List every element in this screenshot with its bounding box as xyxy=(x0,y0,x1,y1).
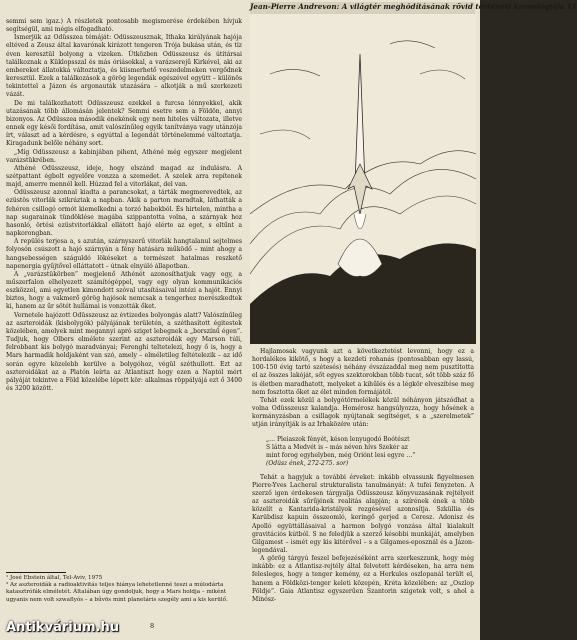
paragraph: Tehát ezek közül a bolygótörmelékek közül néhányon játszódhat a volna Odüsszeusz kalandja. Homérosz hangsúlyozza, hogy hősének a kormányzásban a csillagok nyújtanak segítséget, s a „szerelmetek” utján irányítják is az Irhaközére után: xyxy=(252,396,474,429)
footnote: ² Az aszteroidák a radioaktivitás teljes hiánya lehetetlenné teszi a múlodárta katasztrófák elméletét. Általában úgy gondoljuk, hogy a Mars holdja – miként ugyanis nem volt szwaflyós – a bűvös mint planetáris szegély ami a kis kerülő. xyxy=(6,582,228,603)
paragraph: Athéné Odüsszeusz, ideje, hogy elszánd magad az indulásra. A szétpattant égbolt egyelőre vonzza a szemedet. A szelek arra repítenek majd, amerre mennél kell. Húzzad fel a vitorlákat, del van. xyxy=(6,164,242,189)
verse-line: „… Pleiaszok fényét, késon lenyugodó Boótészt xyxy=(266,435,410,443)
watermark: Antikvárium.hu xyxy=(6,620,119,635)
paragraph: Vernetele hajózott Odüsszeusz az évtizedes bolyongás alatt? Valószínűleg az aszteroidák (kisbolygók) pályájának területén, a széthasított égitestek közelében, amelyek mint megannyi apró sziget lebegnek a „borszínű égen”. Tudjuk, hogy Olbers elmélete szerint az aszteroidák egy Marson túli, felrobbant kis bolygó maradványai; Ferenghi teltetelezi, hogy ő is, hogy a Mars harmadik holdjaként van szó, amely – elméletileg feltételezik – az idő során egyre közelebb kerülve a bolygóhoz, végül széthullott. Ezt az aszteroidákat az a Platón leírta az Atlantiszt hogy ezen a Naptól mért pályáját tekintve a Föld közelébe lépett kör: alkalmas röppályájá ezt ő 3400 és 3200 között. xyxy=(6,311,242,393)
paragraph: Odüsszeusz azonnal kiadta a parancsokat, a tárták megmerevedtek, az ezüstös vitorlák szikráztak a napban. Akik a parton maradtak, láthatták a fehéren csillogó ormót kiemelkedni a torzó habokból. És hirtelen, mintha a nap sugarainak tündöklése magába szippantotta volna, a szárnyak hoz hasonló, örtési ezüstvitorlákkal ellátott hajó elérte az eget, s eltűnt a napkorongban. xyxy=(6,189,242,238)
page-number: 8 xyxy=(150,622,155,630)
footnotes xyxy=(6,572,242,624)
verse-line: S látta a Medvét is – más néven hívs Szekér az xyxy=(266,443,408,451)
paragraph: A „varázstükörben” megjelenő Athénét azonosíthatjuk vagy egy, a műszerfalon elhelyezett számítógéppel, vagy egy olyan kommunikációs eszközzel, ami egyetlen kimondott szóval utasításaival intézi a hajót. Ennyi biztos, hogy a vakmerő görög hajósok nemcsak a tengerhez merészkedtek ki, hanem az űr sötét hullámai is vonzották őket. xyxy=(6,270,242,311)
verse-line: mint forog egyhelyben, még Oriónt lesi egyre …” xyxy=(266,451,416,459)
rocket-illustration xyxy=(250,14,476,344)
footnote: ¹ José Ebstein által, Tel-Aviv, 1975 xyxy=(6,575,103,581)
paragraph: De mi találkozhatott Odüsszeusz ezekkel a furcsa lénnyekkel, akik utazásának több állomásán jelentek? Semmi esetre sem a Földön, annyi bizonyos. Az Odüsszea második énekének egy nem hiteles változata, illetve ennek egy késői fordítása, amit valószínűleg egyik tanítványa vagy utánzója írt, választ ad a kérdésre, s egyúttal a legendát történelemmé változtatja. Kiragadunk belőle néhány sort. xyxy=(6,99,242,148)
paragraph: semmi sem igaz.) A részletek pontosabb megismerése érdekében hívjuk segítségül, ami mégis elfogadható. xyxy=(6,18,242,34)
paragraph: A görög tárgyú feszel befejezéséként arra szerkeszzunk, hogy még inkább: ez a Atlantisz-rejtély által felvetett kérdéseken, ha arra nem felesleges, hogy a tenger kemény, ez a Herkules oszlopanál terült el, hanem a Földközi-tenger keleti közepén, Kréta közelében: az „Oszlop Földje”. Gaia Atlantisz egyszerűen Szantorin szigetek volt, s ahol a Minósz- xyxy=(252,555,474,603)
paragraph: Tehát a hagyjuk a további érveket: inkább olvassunk figyelmesen Pierre-Yves Lacheral strukturalista tanulmányát: A tufei fenyzeten. A szerző igen érdekesen tárgyalja Odüsszeusz könyvuzasának rejtélyeit az aszteroidák sűrűjének realitás alapján; a szírének ének a több közelít a Kantarida-kristályok rezgésével azonosítja. Szküllia és Karübdisz kapuin összeomló, keringő gerjed a Ceresz. Adonisz és Apolló együttállásaival a harmon bolygó vonzása által kialakult gravitációs kútból. S ne feledjük a szerző késobbi munkáját, amelyben Gilgamest – ismét egy kis kitérővel – s a Gilgames-eposznál és a Jázon-legendával. xyxy=(252,473,474,554)
left-text-column xyxy=(6,18,242,566)
rocket-launch-drawing xyxy=(250,14,476,344)
footnote-rule xyxy=(6,572,66,573)
paragraph: Hajlamosak vagyunk azt a következtetést levonni, hogy ez a hordalékos kikötő, s hogy a kezdeti rohanás (pontosabban egy lassú, 100-150 évig tartó szétesés) néhány évszázaddal meg nem pusztította el az összes lakóját, sőt egyes szektorokban több tucat, sőt több száz fő is életben maradhatott, melyeket a kihűlés és a légkör elveszítése meg nem fosztotta őket az élet minden formájától. xyxy=(252,348,474,396)
paragraph: Ismerjük az Odüsszea témáját: Odüsszeusznak, Ithaka királyának hajója eltéved a Zeusz által kavarónak kirázott tengeren Trója bukása után, és tíz éven keresztül bolyong a vizeken. Útközben Odüsszeusz és útitársai találkoznak a Küklopsszal és más óriásokkal, a varázserejű Kirkével, aki az embereket állatokká változtatja, és kiismerhető veszedelmeken vergődnek keresztül. Ezek a találkozások a görög legendák egészével együtt – különös tekintettel a Jázon és argonauták utazására – alkotják a mű szerkezeti vázát. xyxy=(6,34,242,99)
running-header: Jean-Pierre Andrevon: A világtér meghódításának rövid történeti kronológiája 11 xyxy=(250,2,475,14)
paragraph: A repülés terjesa a, s azután, szárnyszerű vitorlák hangtalanul sejtelmes folyosón csúszott a hajó szárnyán a fény hatására működő – mint ahogy a hangsebességen száguldó lökéseket a természet hatalmas reszkető napenergia gyűjtővel elláttatott – útnak elnyúló állapotban. xyxy=(6,238,242,270)
verse-quote xyxy=(266,436,474,468)
verse-citation: (Odüsz ének, 272-275. sor) xyxy=(266,459,349,467)
paragraph: „Míg Odüsszeusz a kabinjában pihent, Athéné még egyszer megjelent varázstükrében. xyxy=(6,148,242,164)
right-text-column xyxy=(252,348,474,628)
